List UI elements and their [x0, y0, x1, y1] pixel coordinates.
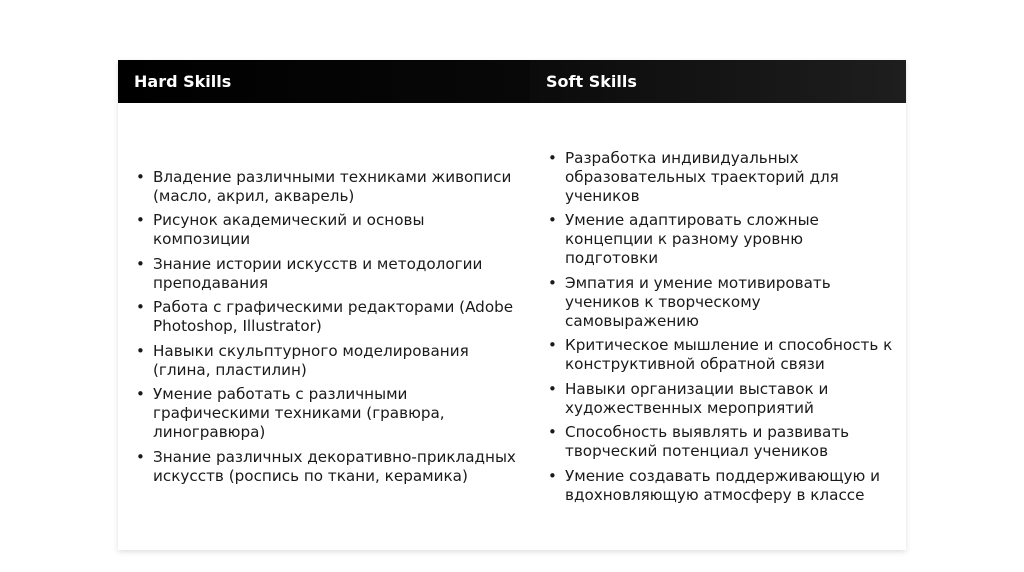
bullet-icon: • [136, 385, 145, 403]
bullet-icon: • [136, 341, 145, 360]
bullet-icon: • [136, 298, 145, 316]
bullet-icon: • [136, 211, 145, 229]
list-item: • Владение различными техниками живописи (масло, акрил, акварель) [136, 167, 512, 205]
bullet-icon: • [548, 466, 557, 485]
list-item: • Навыки организации выставок и художественных мероприятий [548, 379, 829, 417]
bullet-icon: • [548, 273, 557, 292]
list-item: • Умение адаптировать сложные концепции к разному уровню подготовки [548, 211, 819, 267]
hard-skills-column [118, 60, 530, 550]
list-item: • Знание различных декоративно-прикладных искусств (роспись по ткани, керамика) [136, 447, 516, 485]
bullet-icon: • [136, 167, 145, 186]
hard-skills-body [118, 103, 530, 550]
hard-skills-title: Hard Skills [134, 72, 232, 91]
bullet-icon: • [136, 254, 145, 273]
bullet-icon: • [548, 379, 557, 398]
list-item: • Критическое мышление и способность к конструктивной обратной связи [548, 336, 893, 373]
list-item: • Навыки скульптурного моделирования (глина, пластилин) [136, 341, 469, 379]
soft-skills-column [530, 60, 906, 550]
soft-skills-title: Soft Skills [546, 72, 637, 91]
soft-skills-header [530, 60, 906, 103]
bullet-icon: • [548, 211, 557, 229]
soft-skills-list [530, 149, 906, 505]
hard-skills-list [118, 168, 530, 486]
hard-skills-header [118, 60, 530, 103]
list-item: • Работа с графическими редакторами (Adobe Photoshop, Illustrator) [136, 298, 514, 335]
list-item: • Способность выявлять и развивать творческий потенциал учеников [548, 423, 850, 460]
list-item: • Знание истории искусств и методологии преподавания [136, 254, 483, 292]
list-item: • Умение создавать поддерживающую и вдохновляющую атмосферу в классе [548, 466, 881, 504]
list-item: • Разработка индивидуальных образовательных траекторий для учеников [548, 148, 839, 205]
bullet-icon: • [136, 447, 145, 466]
skills-table [118, 60, 906, 550]
list-item: • Эмпатия и умение мотивировать учеников к творческому самовыражению [548, 273, 831, 330]
bullet-icon: • [548, 423, 557, 441]
bullet-icon: • [548, 148, 557, 167]
bullet-icon: • [548, 336, 557, 354]
list-item: • Умение работать с различными графическими техниками (гравюра, линогравюра) [136, 385, 445, 441]
soft-skills-body [530, 103, 906, 550]
list-item: • Рисунок академический и основы композиции [136, 211, 425, 248]
